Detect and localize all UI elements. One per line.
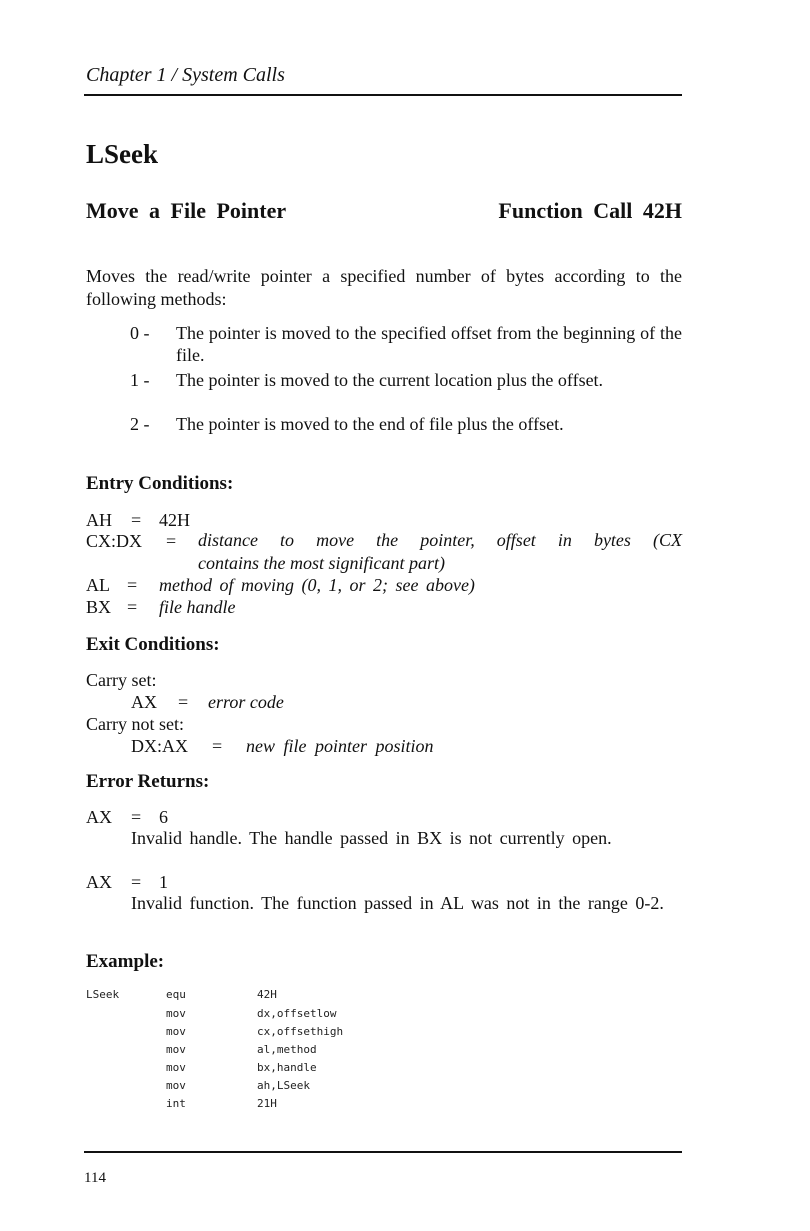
code-arg: bx,handle	[257, 1061, 317, 1074]
code-op: equ	[166, 988, 186, 1001]
method-number: 1 -	[130, 370, 150, 390]
error-2-desc: Invalid function. The function passed in AL was not in the range 0-2.	[131, 893, 664, 913]
function-call-label: Function Call 42H	[498, 198, 682, 223]
entry-conditions-heading: Entry Conditions:	[86, 473, 234, 494]
entry-ah-reg: AH	[86, 510, 112, 530]
exit-carry-set: Carry set:	[86, 670, 157, 690]
exit-carry-not-set: Carry not set:	[86, 714, 184, 734]
code-arg: ah,LSeek	[257, 1079, 310, 1092]
header-rule	[84, 94, 682, 96]
code-op: int	[166, 1097, 186, 1110]
code-arg: 21H	[257, 1097, 277, 1110]
intro-paragraph	[86, 265, 682, 311]
footer-rule	[84, 1151, 682, 1153]
error-1-value: 6	[159, 807, 168, 827]
code-op: mov	[166, 1079, 186, 1092]
exit-dxax-reg: DX:AX	[131, 736, 188, 756]
code-arg: 42H	[257, 988, 277, 1001]
entry-al-desc: method of moving (0, 1, or 2; see above)	[159, 575, 475, 595]
intro-text: Moves the read/write pointer a specified number of bytes according to the following methods:	[86, 266, 682, 309]
entry-ah-eq: =	[131, 510, 142, 530]
code-arg: al,method	[257, 1043, 317, 1056]
chapter-header: Chapter 1 / System Calls	[86, 64, 285, 86]
error-2-value: 1	[159, 872, 168, 892]
code-label: LSeek	[86, 988, 120, 1001]
code-op: mov	[166, 1025, 186, 1038]
entry-cxdx-reg: CX:DX	[86, 531, 143, 551]
code-op: mov	[166, 1007, 186, 1020]
entry-bx-reg: BX	[86, 597, 112, 617]
error-1-desc: Invalid handle. The handle passed in BX is not currently open.	[131, 828, 612, 848]
method-number: 0 -	[130, 323, 150, 343]
error-1-reg: AX	[86, 807, 112, 827]
method-text: The pointer is moved to the current location plus the offset.	[176, 370, 604, 390]
code-op: mov	[166, 1061, 186, 1074]
error-1-eq: =	[131, 807, 142, 827]
method-text: The pointer is moved to the end of file plus the offset.	[176, 414, 564, 434]
section-subtitle: Move a File Pointer	[86, 198, 287, 223]
exit-ax-eq: =	[178, 692, 189, 712]
entry-bx-eq: =	[127, 597, 138, 617]
entry-al-eq: =	[127, 575, 138, 595]
entry-cxdx-eq: =	[166, 531, 177, 551]
entry-cxdx-desc-1: distance to move the pointer, offset in bytes (CX	[198, 530, 682, 550]
code-arg: dx,offsetlow	[257, 1007, 337, 1020]
example-heading: Example:	[86, 951, 165, 972]
page-number: 114	[84, 1170, 106, 1186]
exit-ax-reg: AX	[131, 692, 157, 712]
code-arg: cx,offsethigh	[257, 1025, 344, 1038]
exit-conditions-heading: Exit Conditions:	[86, 634, 220, 655]
exit-dxax-desc: new file pointer position	[246, 736, 434, 756]
entry-ah-value: 42H	[159, 510, 190, 530]
method-text: The pointer is moved to the specified offset from the beginning of the file.	[176, 323, 682, 365]
entry-cxdx-desc-2: contains the most significant part)	[198, 553, 445, 573]
error-2-reg: AX	[86, 872, 112, 892]
exit-dxax-eq: =	[212, 736, 223, 756]
error-returns-heading: Error Returns:	[86, 771, 210, 792]
exit-ax-desc: error code	[208, 692, 284, 712]
error-2-eq: =	[131, 872, 142, 892]
method-number: 2 -	[130, 414, 150, 434]
page-title: LSeek	[86, 139, 159, 169]
entry-al-reg: AL	[86, 575, 110, 595]
entry-bx-desc: file handle	[159, 597, 236, 617]
code-op: mov	[166, 1043, 186, 1056]
